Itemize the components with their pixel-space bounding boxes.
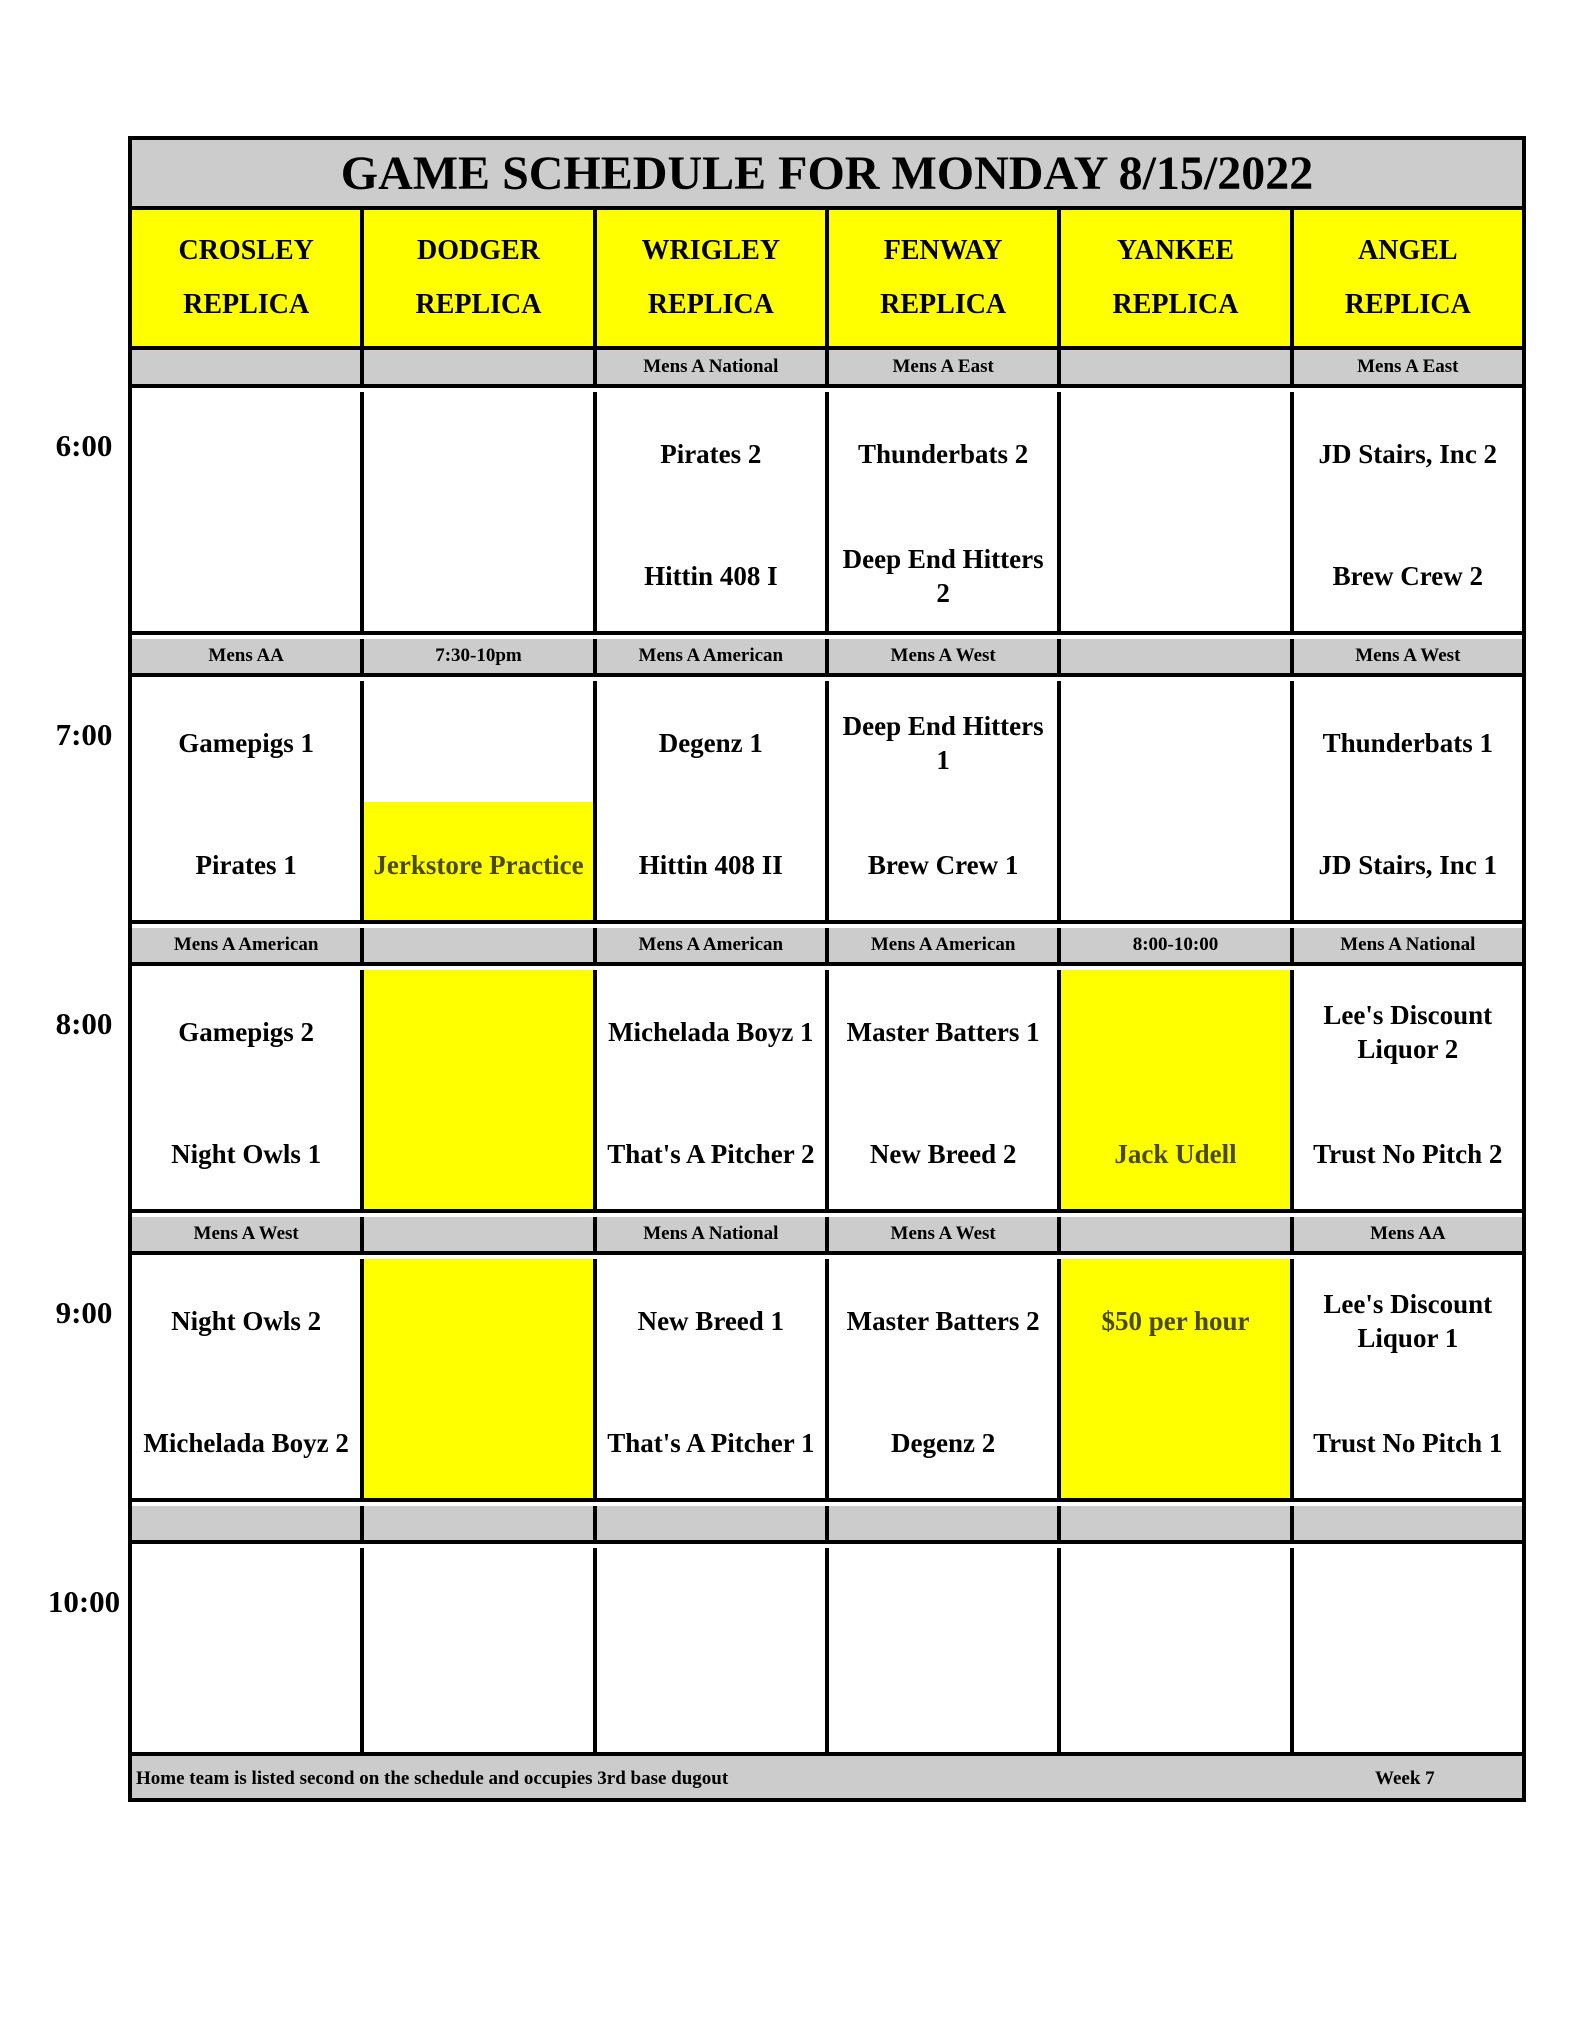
division-label: 8:00-10:00 xyxy=(1061,928,1293,962)
home-team: Jack Udell xyxy=(1114,1139,1237,1169)
game-cell xyxy=(1294,392,1522,631)
field-header-fenway xyxy=(829,210,1061,346)
game-cell xyxy=(1294,970,1522,1209)
division-label: Mens AA xyxy=(1294,1217,1522,1251)
field-header-dodger xyxy=(364,210,596,346)
home-team xyxy=(1061,1409,1289,1477)
home-team: Degenz 2 xyxy=(891,1428,996,1458)
division-label xyxy=(1061,1506,1293,1540)
division-label xyxy=(1061,350,1293,384)
game-cell xyxy=(1061,392,1293,631)
field-header-yankee xyxy=(1061,210,1293,346)
away-team: Master Batters 1 xyxy=(846,1017,1040,1047)
home-team xyxy=(364,542,592,610)
game-cell xyxy=(1061,1259,1293,1498)
game-cell xyxy=(829,970,1061,1209)
away-team xyxy=(132,1576,360,1644)
game-cell xyxy=(364,681,596,920)
division-label xyxy=(597,1506,829,1540)
home-team xyxy=(1061,542,1289,610)
away-team: Lee's Discount Liquor 1 xyxy=(1323,1289,1493,1353)
field-header-crosley xyxy=(132,210,364,346)
field-sub: REPLICA xyxy=(1112,289,1239,320)
field-name: WRIGLEY xyxy=(641,235,781,266)
division-label xyxy=(132,1506,364,1540)
field-header-row xyxy=(132,210,1522,350)
game-cell xyxy=(132,1259,364,1498)
division-label: Mens A American xyxy=(597,639,829,673)
week-label: Week 7 xyxy=(1375,1768,1435,1789)
away-team: Master Batters 2 xyxy=(846,1306,1040,1336)
home-team xyxy=(364,1120,592,1188)
division-label: Mens A East xyxy=(1294,350,1522,384)
division-label xyxy=(132,350,364,384)
division-label: Mens A National xyxy=(597,1217,829,1251)
game-cell xyxy=(364,1259,596,1498)
time-slot-row xyxy=(132,1259,1522,1502)
division-label xyxy=(1294,1506,1522,1540)
field-name: CROSLEY xyxy=(178,235,314,266)
home-team: Pirates 1 xyxy=(195,850,297,880)
field-name: FENWAY xyxy=(883,235,1003,266)
division-label xyxy=(829,1506,1061,1540)
home-team: Hittin 408 I xyxy=(644,561,778,591)
home-team: Jerkstore Practice xyxy=(373,850,584,880)
home-team: That's A Pitcher 1 xyxy=(607,1428,815,1458)
game-cell xyxy=(1294,681,1522,920)
home-team: Trust No Pitch 2 xyxy=(1313,1139,1503,1169)
time-label: 6:00 xyxy=(55,428,113,463)
game-cell xyxy=(364,392,596,631)
field-sub: REPLICA xyxy=(880,289,1007,320)
away-team: Degenz 1 xyxy=(658,728,763,758)
division-label xyxy=(364,1506,596,1540)
division-label: Mens A American xyxy=(597,928,829,962)
division-label: Mens A National xyxy=(597,350,829,384)
schedule-sheet xyxy=(128,136,1526,1802)
division-label: Mens A West xyxy=(829,639,1061,673)
time-label: 8:00 xyxy=(55,1006,113,1041)
away-team xyxy=(132,420,360,488)
game-cell xyxy=(132,392,364,631)
away-team xyxy=(829,1576,1057,1644)
division-label: Mens A West xyxy=(132,1217,364,1251)
home-team: Michelada Boyz 2 xyxy=(143,1428,349,1458)
division-label: Mens A American xyxy=(132,928,364,962)
away-team: Thunderbats 2 xyxy=(857,439,1029,469)
field-sub: REPLICA xyxy=(415,289,542,320)
field-sub: REPLICA xyxy=(647,289,774,320)
division-label xyxy=(364,1217,596,1251)
away-team: JD Stairs, Inc 2 xyxy=(1318,439,1498,469)
away-team xyxy=(1061,1576,1289,1644)
away-team xyxy=(1061,420,1289,488)
away-team: Gamepigs 1 xyxy=(178,728,315,758)
home-team xyxy=(1061,831,1289,899)
time-label: 10:00 xyxy=(47,1584,121,1619)
home-team: Hittin 408 II xyxy=(638,850,783,880)
home-team: Brew Crew 1 xyxy=(867,850,1019,880)
division-label: Mens A West xyxy=(829,1217,1061,1251)
division-label: Mens AA xyxy=(132,639,364,673)
home-team: Trust No Pitch 1 xyxy=(1313,1428,1503,1458)
game-cell xyxy=(597,681,829,920)
field-name: DODGER xyxy=(417,235,540,266)
game-cell xyxy=(597,970,829,1209)
away-team xyxy=(1061,709,1289,777)
division-row xyxy=(132,1506,1522,1544)
away-team: Michelada Boyz 1 xyxy=(608,1017,814,1047)
game-cell xyxy=(364,970,596,1209)
division-row xyxy=(132,350,1522,388)
game-cell xyxy=(1061,681,1293,920)
away-team: Gamepigs 2 xyxy=(178,1017,315,1047)
division-label: 7:30-10pm xyxy=(364,639,596,673)
game-cell xyxy=(597,392,829,631)
home-team: Brew Crew 2 xyxy=(1332,561,1484,591)
game-cell xyxy=(597,1259,829,1498)
time-slot-row xyxy=(132,970,1522,1213)
away-team xyxy=(597,1576,825,1644)
time-label: 7:00 xyxy=(55,717,113,752)
away-team xyxy=(1294,1576,1522,1644)
game-cell xyxy=(1294,1259,1522,1498)
home-team xyxy=(364,1409,592,1477)
home-team: New Breed 2 xyxy=(869,1139,1017,1169)
home-team: Deep End Hitters 2 xyxy=(842,544,1044,608)
division-label xyxy=(1061,639,1293,673)
away-team xyxy=(364,709,592,777)
division-row xyxy=(132,928,1522,966)
division-label: Mens A American xyxy=(829,928,1061,962)
time-slot-row xyxy=(132,681,1522,924)
field-sub: REPLICA xyxy=(183,289,310,320)
away-team: Lee's Discount Liquor 2 xyxy=(1323,1000,1493,1064)
game-cell xyxy=(829,681,1061,920)
home-team: JD Stairs, Inc 1 xyxy=(1318,850,1498,880)
away-team: Night Owls 2 xyxy=(171,1306,322,1336)
field-sub: REPLICA xyxy=(1344,289,1471,320)
home-team: Night Owls 1 xyxy=(171,1139,322,1169)
away-team xyxy=(1061,998,1289,1066)
away-team xyxy=(364,1576,592,1644)
footer-note: Home team is listed second on the schedule and occupies 3rd base dugout xyxy=(136,1768,729,1789)
away-team xyxy=(364,1287,592,1355)
game-cell xyxy=(829,392,1061,631)
schedule-footer xyxy=(132,1752,1522,1798)
field-header-angel xyxy=(1294,210,1522,346)
field-name: YANKEE xyxy=(1116,235,1235,266)
home-team xyxy=(132,542,360,610)
home-team: That's A Pitcher 2 xyxy=(607,1139,815,1169)
field-name: ANGEL xyxy=(1358,235,1458,266)
game-cell xyxy=(132,681,364,920)
game-cell xyxy=(829,1259,1061,1498)
division-label xyxy=(1061,1217,1293,1251)
time-label: 9:00 xyxy=(55,1295,113,1330)
away-team: Pirates 2 xyxy=(660,439,762,469)
schedule-title: GAME SCHEDULE FOR MONDAY 8/15/2022 xyxy=(132,140,1522,210)
time-slot-row xyxy=(132,392,1522,635)
division-row xyxy=(132,639,1522,677)
away-team: New Breed 1 xyxy=(637,1306,785,1336)
away-team: Thunderbats 1 xyxy=(1322,728,1493,758)
division-label xyxy=(364,928,596,962)
division-label xyxy=(364,350,596,384)
away-team: Deep End Hitters 1 xyxy=(842,711,1044,775)
division-row xyxy=(132,1217,1522,1255)
division-label: Mens A National xyxy=(1294,928,1522,962)
game-cell xyxy=(1061,970,1293,1209)
division-label: Mens A East xyxy=(829,350,1061,384)
field-header-wrigley xyxy=(597,210,829,346)
away-team: $50 per hour xyxy=(1101,1306,1250,1336)
division-label: Mens A West xyxy=(1294,639,1522,673)
away-team xyxy=(364,998,592,1066)
game-cell xyxy=(132,970,364,1209)
away-team xyxy=(364,420,592,488)
